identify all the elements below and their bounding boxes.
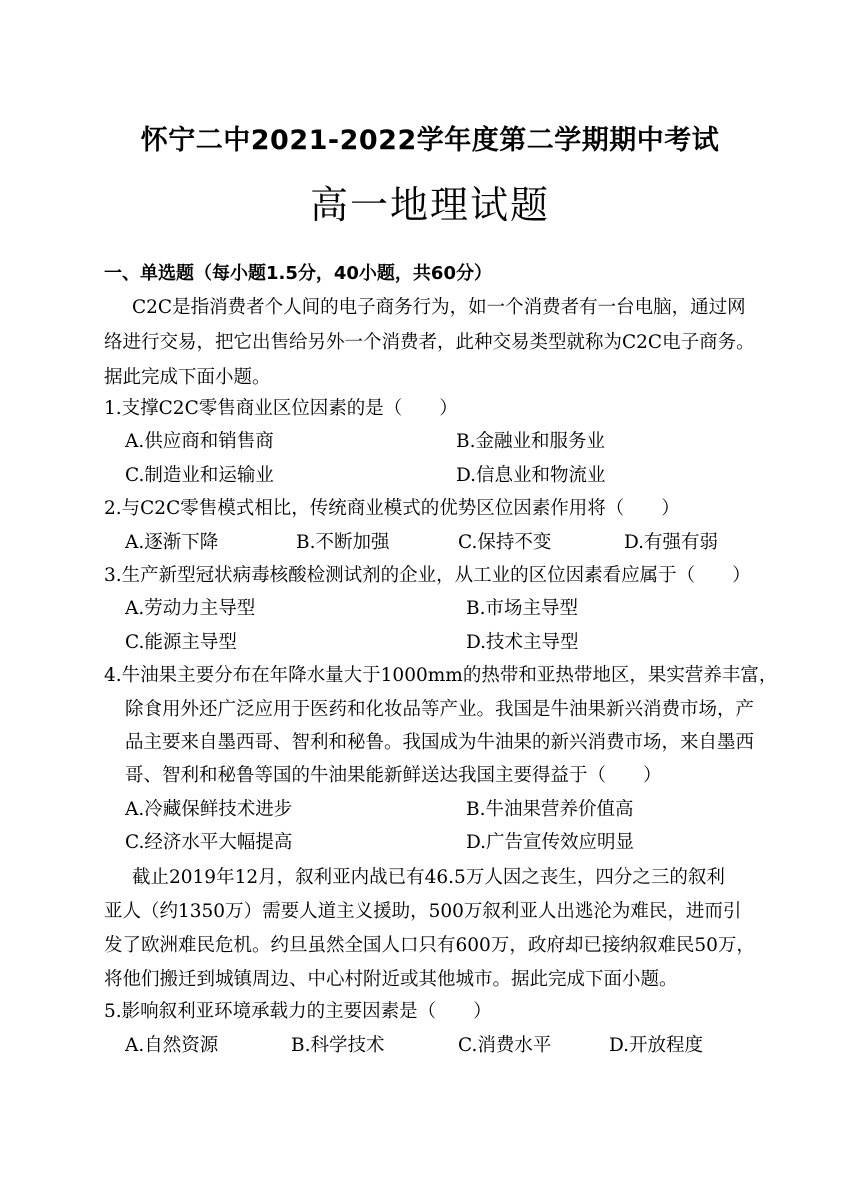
- option-d: D.技术主导型: [466, 632, 579, 653]
- material-line: 截止2019年12月，叙利亚内战已有46.5万人因之丧生，四分之三的叙利: [132, 867, 725, 888]
- material-line: 发了欧洲难民危机。约旦虽然全国人口只有600万，政府却已接纳叙难民50万，: [104, 935, 755, 956]
- question-stem: 哥、智利和秘鲁等国的牛油果能新鲜送达我国主要得益于（ ）: [125, 765, 662, 786]
- material-line: 据此完成下面小题。: [104, 367, 271, 388]
- option-c: C.经济水平大幅提高: [125, 832, 293, 853]
- option-c: C.制造业和运输业: [125, 465, 274, 486]
- question-stem: 除食用外还广泛应用于医药和化妆品等产业。我国是牛油果新兴消费市场，产: [125, 699, 755, 720]
- question-stem: 2.与C2C零售模式相比，传统商业模式的优势区位因素作用将（ ）: [104, 498, 680, 519]
- material-line: 络进行交易，把它出售给另外一个消费者，此种交易类型就称为C2C电子商务。: [104, 332, 755, 353]
- school-exam-title: 怀宁二中2021-2022学年度第二学期期中考试: [140, 125, 720, 156]
- option-a: A.供应商和销售商: [125, 431, 274, 452]
- option-b: B.金融业和服务业: [456, 431, 605, 452]
- option-c: C.消费水平: [458, 1035, 552, 1056]
- question-stem: 品主要来自墨西哥、智利和秘鲁。我国成为牛油果的新兴消费市场，来自墨西: [125, 732, 755, 753]
- question-stem: 3.生产新型冠状病毒核酸检测试剂的企业，从工业的区位因素看应属于（ ）: [104, 565, 751, 586]
- option-d: D.广告宣传效应明显: [466, 832, 635, 853]
- option-a: A.逐渐下降: [125, 532, 219, 553]
- option-a: A.自然资源: [125, 1035, 219, 1056]
- option-d: D.开放程度: [609, 1035, 704, 1056]
- option-d: D.有强有弱: [624, 532, 719, 553]
- section-heading: 一、单选题（每小题1.5分，40小题，共60分）: [104, 263, 492, 284]
- option-a: A.劳动力主导型: [125, 598, 256, 619]
- question-stem: 5.影响叙利亚环境承载力的主要因素是（ ）: [104, 1001, 492, 1022]
- material-line: 亚人（约1350万）需要人道主义援助，500万叙利亚人出逃沦为难民，进而引: [104, 901, 742, 922]
- subject-title: 高一地理试题: [309, 183, 550, 227]
- question-stem: 1.支撑C2C零售商业区位因素的是（ ）: [104, 398, 458, 419]
- material-line: C2C是指消费者个人间的电子商务行为，如一个消费者有一台电脑，通过网: [132, 297, 746, 318]
- option-d: D.信息业和物流业: [456, 465, 606, 486]
- option-b: B.科学技术: [291, 1035, 385, 1056]
- option-a: A.冷藏保鲜技术进步: [125, 799, 293, 820]
- option-b: B.市场主导型: [466, 598, 578, 619]
- material-line: 将他们搬迁到城镇周边、中心村附近或其他城市。据此完成下面小题。: [104, 969, 678, 990]
- question-stem: 4.牛油果主要分布在年降水量大于1000mm的热带和亚热带地区，果实营养丰富，: [104, 665, 778, 686]
- option-c: C.能源主导型: [125, 632, 237, 653]
- option-c: C.保持不变: [458, 532, 552, 553]
- option-b: B.牛油果营养价值高: [466, 799, 634, 820]
- option-b: B.不断加强: [296, 532, 390, 553]
